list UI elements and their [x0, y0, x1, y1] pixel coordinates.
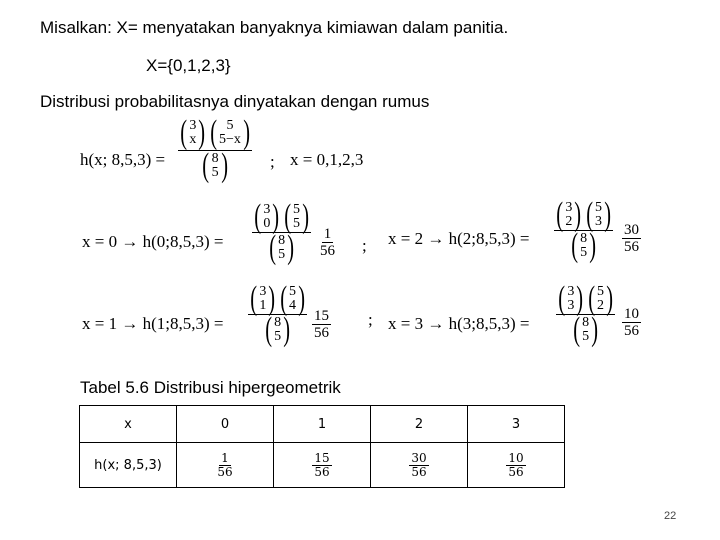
general-fraction [178, 114, 252, 184]
formula-separator: ; [270, 152, 275, 171]
header-3: 3 [468, 406, 565, 443]
formula-lhs: h(x; 8,5,3) = [80, 150, 166, 169]
row-label: h(x; 8,5,3) [80, 443, 177, 488]
case-x1-result: $\frac{15}{56}$ [314, 308, 329, 341]
set-definition: X={0,1,2,3} [146, 56, 231, 75]
intro-formula-text: Distribusi probabilitasnya dinyatakan dengan rumus [40, 92, 430, 111]
value-cell-1: $\frac{15}{56}$ [274, 443, 371, 488]
case-x3-fraction: ( 3 3 ) ( 5 2 ) ( 8 5 ) [556, 284, 615, 345]
case-x2-fraction: ( 3 2 ) ( 5 3 ) ( 8 5 ) [554, 200, 613, 261]
binom-5-5mx: ( 5 5−x ) [209, 114, 250, 151]
formula-domain: x = 0,1,2,3 [290, 150, 364, 169]
value-cell-0: $\frac{1}{56}$ [177, 443, 274, 488]
header-0: 0 [177, 406, 274, 443]
header-1: 1 [274, 406, 371, 443]
value-cell-2: $\frac{30}{56}$ [371, 443, 468, 488]
case-x2-lhs: x = 2 → h(2;8,5,3) = [388, 229, 530, 248]
case-separator: ; [362, 236, 367, 255]
case-x2-result: $\frac{30}{56}$ [624, 222, 639, 255]
distribution-table [79, 405, 565, 488]
case-x3-result: $\frac{10}{56}$ [624, 306, 639, 339]
table-row [80, 443, 565, 488]
case-x0-fraction: ( 3 0 ) ( 5 5 ) ( 8 5 ) [252, 202, 311, 263]
intro-line: Misalkan: X= menyatakan banyaknya kimiawan dalam panitia. [40, 18, 509, 37]
table-caption: Tabel 5.6 Distribusi hipergeometrik [80, 378, 341, 397]
case-x0-lhs: x = 0 → h(0;8,5,3) = [82, 232, 224, 251]
binom-8-5: ( 8 5 ) [202, 147, 228, 184]
header-x: x [80, 406, 177, 443]
table-header-row [80, 406, 565, 443]
value-cell-3: $\frac{10}{56}$ [468, 443, 565, 488]
case-x1-fraction: ( 3 1 ) ( 5 4 ) ( 8 5 ) [248, 284, 307, 345]
case-x0-result: $\frac{1}{56}$ [320, 226, 335, 259]
binom-3-x: ( 3 x ) [180, 114, 206, 151]
page-number: 22 [664, 510, 677, 522]
header-2: 2 [371, 406, 468, 443]
case-x1-lhs: x = 1 → h(1;8,5,3) = [82, 314, 224, 333]
case-separator-2: ; [368, 310, 373, 329]
case-x3-lhs: x = 3 → h(3;8,5,3) = [388, 314, 530, 333]
